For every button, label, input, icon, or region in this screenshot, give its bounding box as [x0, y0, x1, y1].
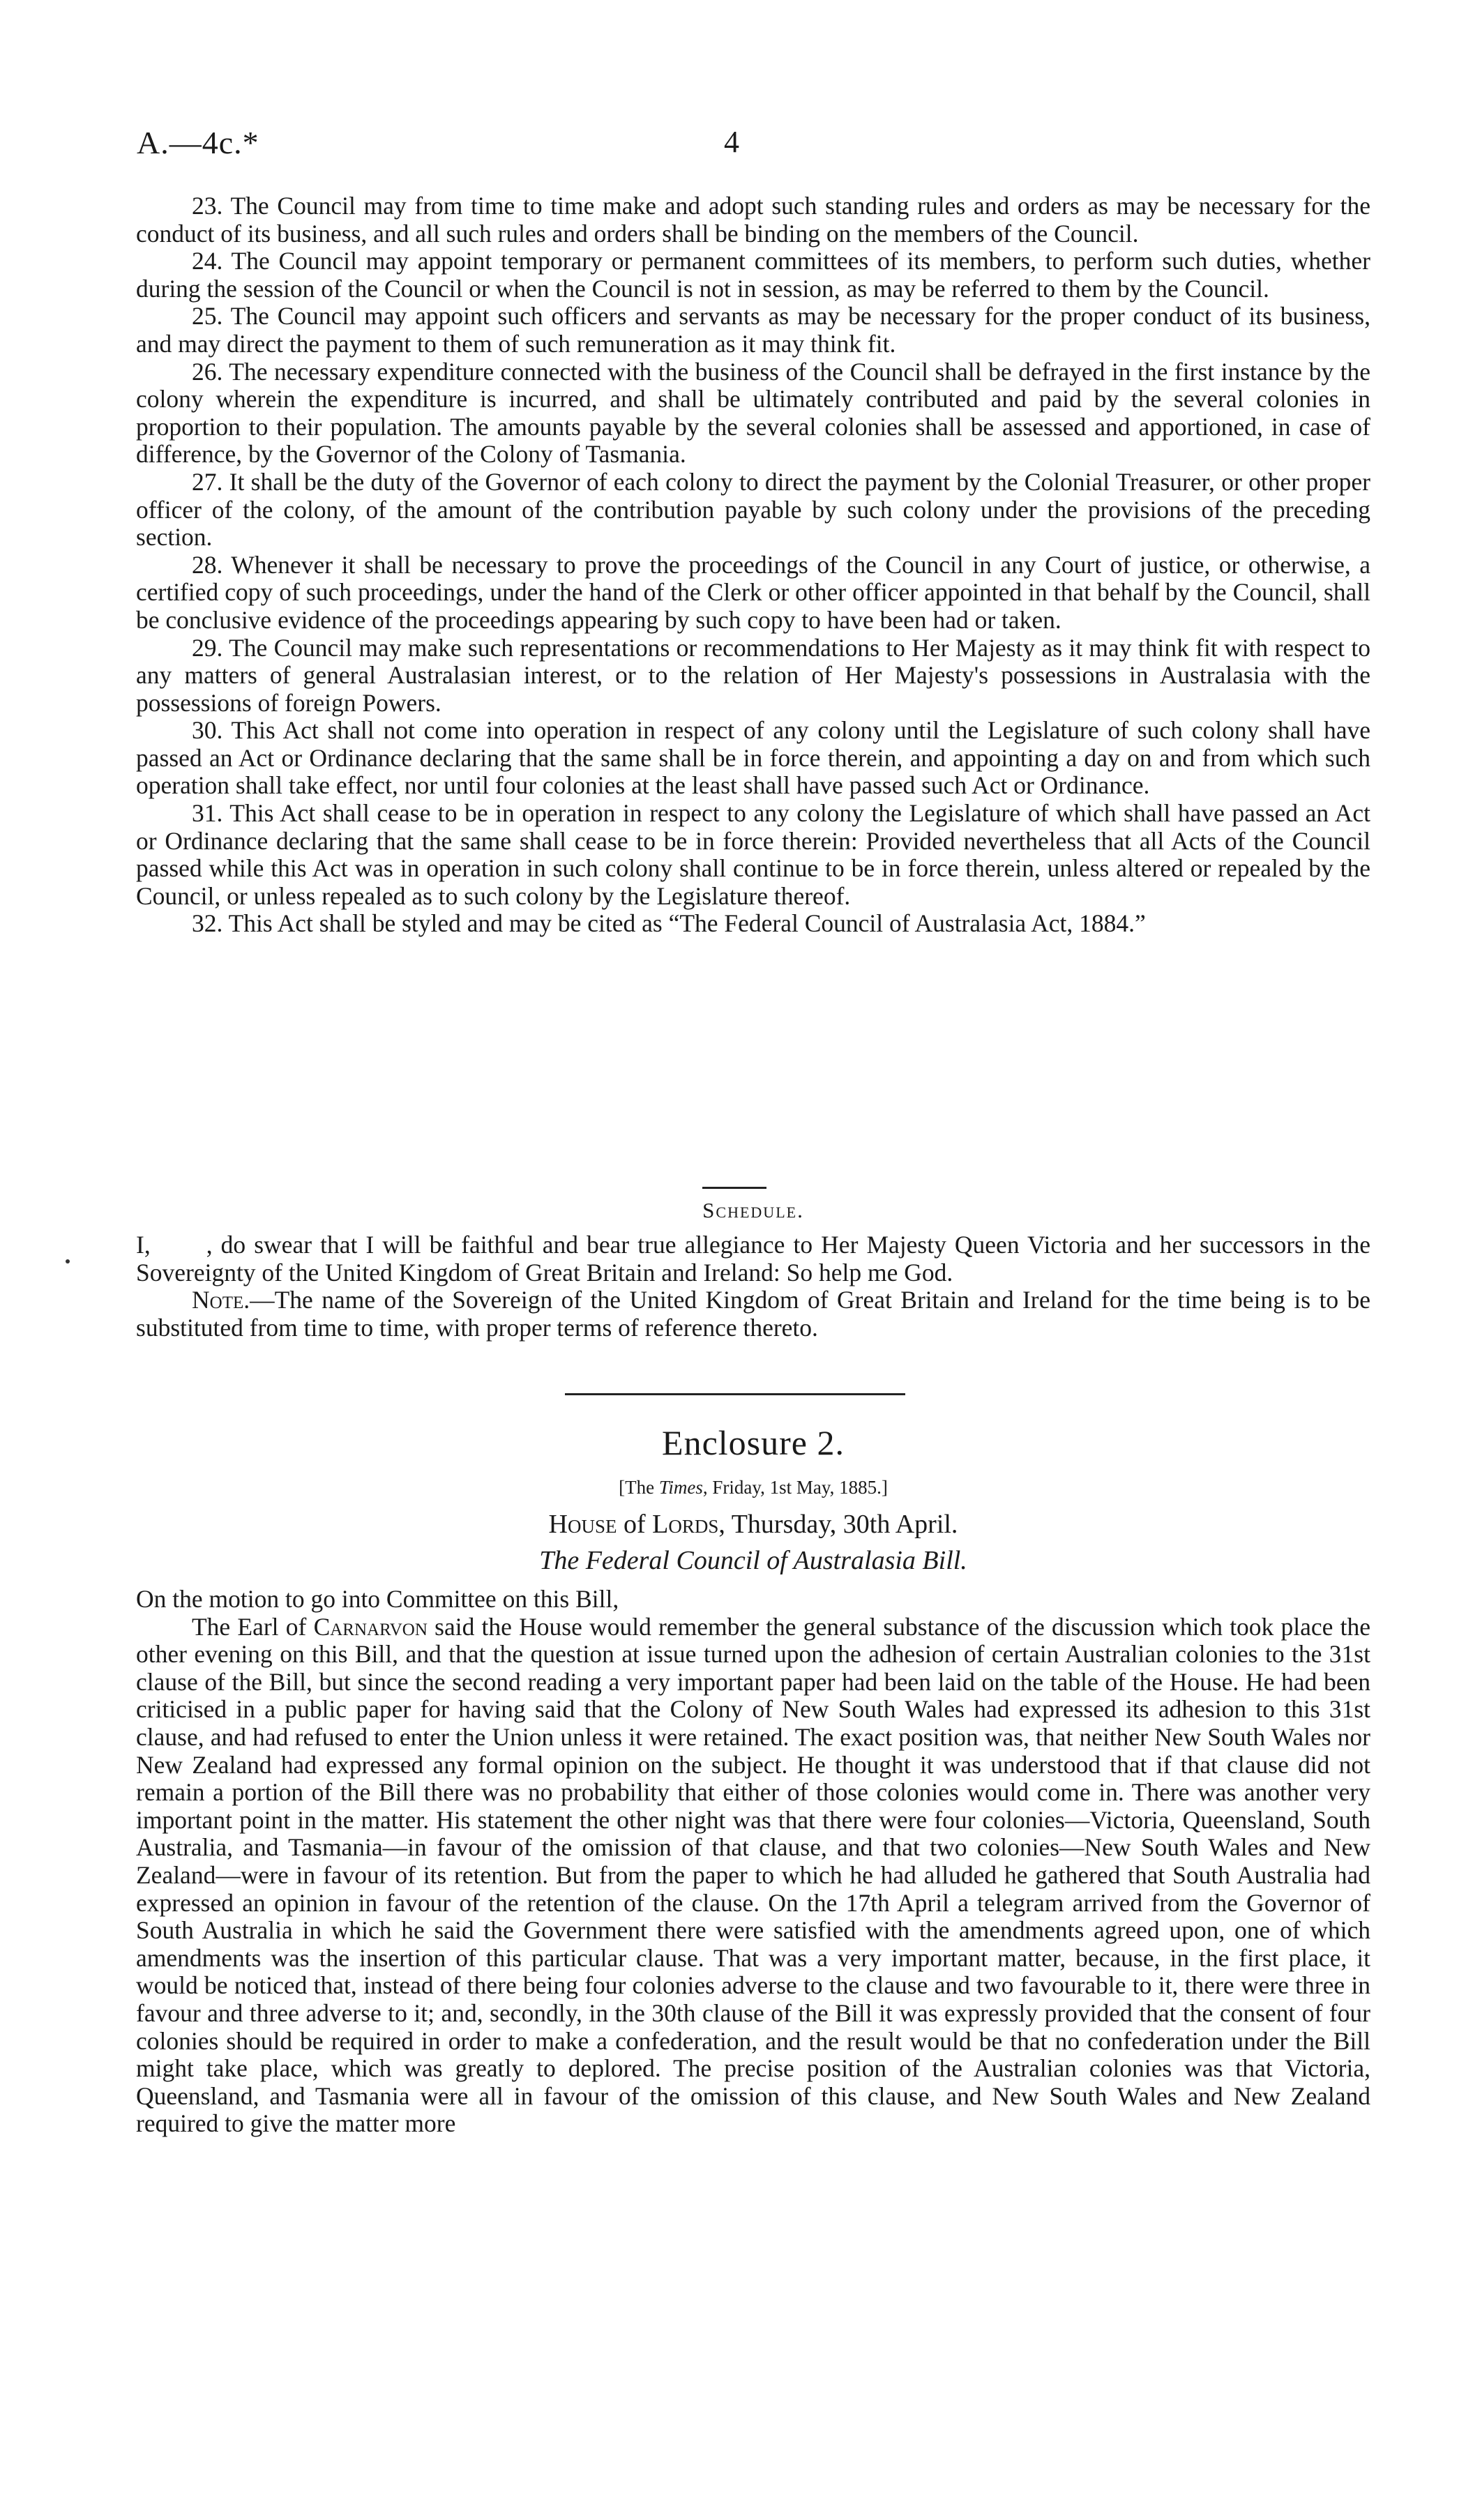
- schedule-title: Schedule.: [702, 1198, 804, 1222]
- source-paper: Times: [658, 1477, 703, 1498]
- section-30: 30. This Act shall not come into operation in respect of any colony until the Legislature of such colony shall have passed an Act or Ordinance declaring that the same shall be in force therein, and appointing a day on and from which such operation shall take effect, nor until four colonies at the least shall have passed such Act or Ordinance.: [136, 716, 1370, 800]
- speech-text: said the House would remember the general substance of the discussion which took place the other evening on this Bill, and that the question at issue turned upon the adhesion of certain Australian colonies to the 31st clause of the Bill, but since the second reading a very important paper had been laid on the table of the House. He had been criticised in a public paper for having said that the Colony of New South Wales had expressed its adhesion to this 31st clause, and had refused to enter the Union unless it were retained. The exact position was, that neither New South Wales nor New Zealand had expressed any formal opinion on the subject. He thought it was understood that if that clause did not remain a portion of the Bill there was no probability that either of those colonies would come in. There was another very important point in the matter. His statement the other night was that there were four colonies—Victoria, Queensland, South Australia, and Tasmania—in favour of the omission of that clause, and that two colonies—New South Wales and New Zealand—were in favour of its retention. But from the paper to which he had alluded he gathered that South Australia had expressed an opinion in favour of the retention of the clause. On the 17th April a telegram arrived from the Governor of South Australia in which he said the Government there were satisfied with the amendments agreed upon, one of which amendments was the insertion of this particular clause. That was a very important matter, because, in the first place, it would be noticed that, instead of there being four colonies adverse to the clause and two favourable to it, there were three in favour and three adverse to it; and, secondly, in the 30th clause of the Bill it was expressly provided that the consent of four colonies should be required in order to make a confederation, and the result would be that no confederation under the Bill might take place, which was greatly to deplored. The precise position of the Australian colonies was that Victoria, Queensland, and Tasmania were all in favour of the omission of this clause, and New South Wales and New Zealand required to give the matter more: [136, 1612, 1370, 2138]
- motion-text: On the motion to go into Committee on this Bill,: [136, 1585, 619, 1613]
- schedule-note: [136, 1286, 1370, 1342]
- enclosure-house: [136, 1509, 1370, 1540]
- section-31: 31. This Act shall cease to be in operation in respect to any colony the Legislature of which shall have passed an Act or Ordinance declaring that the same shall cease to be in force therein: Provided nevertheless that all Acts of the Council passed while this Act was in operation in such colony shall continue to be in force therein, unless altered or repealed by the Council, or unless repealed as to such colony by the Legislature thereof.: [136, 799, 1370, 910]
- enclosure-source: [136, 1477, 1370, 1498]
- carnarvon-speech: [136, 1614, 1370, 2138]
- house-date: , Thursday, 30th April.: [718, 1510, 958, 1539]
- debate-report: [136, 1586, 1370, 2138]
- margin-mark: [66, 1259, 70, 1263]
- enclosure-title: Enclosure 2.: [662, 1423, 845, 1462]
- enclosure-divider: [565, 1393, 905, 1395]
- section-29: 29. The Council may make such representations or recommendations to Her Majesty as it may think fit with respect to any matters of general Australasian interest, or to the relation of Her Majesty's possessions in Australasia with the possessions of foreign Powers.: [136, 633, 1370, 717]
- page-number: 4: [724, 125, 739, 159]
- schedule-divider: [702, 1187, 766, 1189]
- lords-word: Lords: [652, 1510, 719, 1539]
- speaker-name: Carnarvon: [313, 1612, 428, 1641]
- bill-title: The Federal Council of Australasia Bill.: [539, 1546, 967, 1575]
- section-23: 23. The Council may from time to time make and adopt such standing rules and orders as may be necessary for the conduct of its business, and all such rules and orders shall be binding on the members of the Council.: [136, 192, 1370, 248]
- speech-lead: The Earl of: [192, 1612, 314, 1641]
- oath-rest: , do swear that I will be faithful and bear true allegiance to Her Majesty Queen Victoria and her successors in the Sovereignty of the United Kingdom of Great Britain and Ireland: So help me God.: [136, 1231, 1370, 1286]
- source-open: [The: [619, 1477, 659, 1498]
- section-25: 25. The Council may appoint such officers and servants as may be necessary for the proper conduct of its business, and may direct the payment to them of such remuneration as it may think fit.: [136, 302, 1370, 358]
- oath-text: [136, 1231, 1370, 1286]
- house-of: of: [617, 1510, 653, 1539]
- section-24: 24. The Council may appoint temporary or permanent committees of its members, to perform such duties, whether during the session of the Council or when the Council is not in session, as may be referred to them by the Council.: [136, 247, 1370, 303]
- document-reference: A.—4c.*: [137, 125, 259, 160]
- oath-start: I,: [136, 1231, 151, 1259]
- note-text: —The name of the Sovereign of the United Kingdom of Great Britain and Ireland for the time being is to be substituted from time to time, with proper terms of reference thereto.: [136, 1286, 1370, 1342]
- act-sections: [136, 192, 1370, 938]
- section-28: 28. Whenever it shall be necessary to prove the proceedings of the Council in any Court of justice, or otherwise, a certified copy of such proceedings, under the hand of the Clerk or other officer appointed in that behalf by the Council, shall be conclusive evidence of the proceedings appearing by such copy to have been had or taken.: [136, 550, 1370, 634]
- house-word: House: [548, 1510, 617, 1539]
- section-26: 26. The necessary expenditure connected with the business of the Council shall be defrayed in the first instance by the colony wherein the expenditure is incurred, and shall be ultimately contributed and paid by the several colonies in proportion to their population. The amounts payable by the several colonies shall be assessed and apportioned, in case of difference, by the Governor of the Colony of Tasmania.: [136, 357, 1370, 469]
- schedule-body: [136, 1231, 1370, 1342]
- source-close: , Friday, 1st May, 1885.]: [702, 1477, 888, 1498]
- section-27: 27. It shall be the duty of the Governor of each colony to direct the payment by the Colonial Treasurer, or other proper officer of the colony, of the amount of the contribution payable by such colony under the provisions of the preceding section.: [136, 467, 1370, 552]
- section-32: 32. This Act shall be styled and may be cited as “The Federal Council of Australasia Act, 1884.”: [192, 909, 1146, 938]
- note-label: Note.: [192, 1286, 250, 1314]
